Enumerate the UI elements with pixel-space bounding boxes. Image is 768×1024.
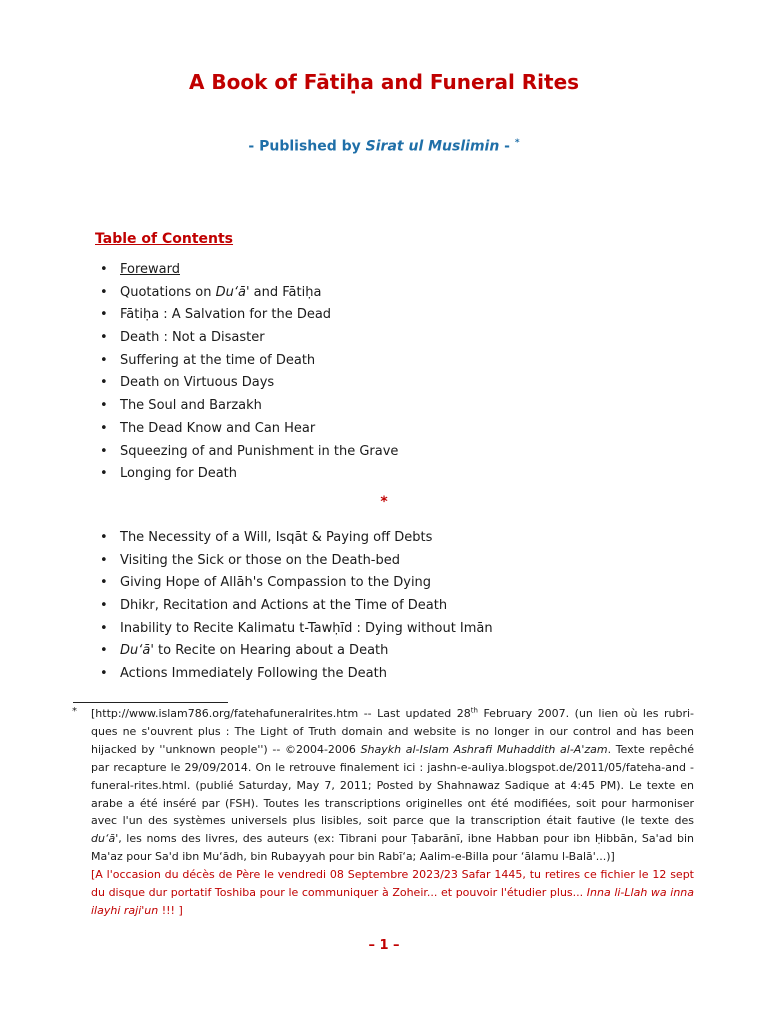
toc-item[interactable] <box>100 663 493 686</box>
toc-item[interactable] <box>100 372 398 395</box>
toc-item-label: Longing for Death <box>120 466 238 482</box>
toc-item-label: Giving Hope of Allāh's Compassion to the Dying <box>120 575 432 591</box>
publisher-name: Sirat ul Muslimin <box>365 138 500 155</box>
toc-heading: Table of Contents <box>95 231 234 247</box>
footnote-segment: . Texte repêché par recapture le 29/09/2014. On le retrouve finalement ici : jashn-e-auliya.blogspot.de/2011/05/fateha-and -funeral-rites.html. (publié Saturday, May 7, 2011; Posted by Shahnawaz Sadique at 4:45 PM). Le texte en arabe a été inséré par (FSH). Toutes les transcriptions originelles ont été modifiées, soit pour harmoniser avec l'un des systèmes universels plus lisibles, soit parce que la transcription était fautive (le texte des <box>91 742 694 828</box>
toc-item-label: The Necessity of a Will, Isqāt & Paying off Debts <box>120 530 433 545</box>
toc-item[interactable] <box>100 640 493 663</box>
footnote-segment: [A l'occasion du décès de Père le vendredi 08 Septembre 2023/23 Safar 1445, tu retires ce fichier le 12 sept du disque dur portatif Toshiba pour le communiquer à Zoheir... et pouvoir l'étudier plus... <box>91 868 694 899</box>
document-title: A Book of Fātiḥa and Funeral Rites <box>188 70 580 94</box>
toc-item[interactable] <box>100 350 398 373</box>
toc-item-label: to Recite on Hearing about a Death <box>153 643 389 659</box>
toc-item[interactable] <box>100 618 493 641</box>
toc-item[interactable] <box>100 595 493 618</box>
toc-item[interactable] <box>100 259 398 282</box>
footnote-ref[interactable]: * <box>514 138 520 148</box>
footnote-mark: * <box>72 706 77 717</box>
footnote-note-red <box>91 866 694 920</box>
toc-item-label: Du‘ā' <box>215 284 250 300</box>
footnote-text <box>91 705 694 866</box>
footnote-term: du‘ā' <box>91 832 119 846</box>
toc-item[interactable] <box>100 527 493 550</box>
footnote-segment: [http://www.islam786.org/fatehafuneralrites.htm -- Last updated 28 <box>91 707 471 720</box>
toc-item-label: Fātiḥa : A Salvation for the Dead <box>120 307 332 323</box>
toc-item-label: The Soul and Barzakh <box>120 398 262 414</box>
footnote-divider <box>73 702 228 703</box>
toc-item[interactable] <box>100 304 398 327</box>
publisher-prefix: - Published by <box>248 138 366 155</box>
footnote-ordinal: th <box>470 706 478 715</box>
toc-item[interactable] <box>100 418 398 441</box>
publisher-suffix: - <box>499 138 515 155</box>
toc-item[interactable] <box>100 441 398 464</box>
toc-list-part1 <box>100 259 398 486</box>
publisher-line <box>0 138 768 155</box>
toc-item-label: Quotations on <box>120 284 216 300</box>
toc-item-label: The Dead Know and Can Hear <box>120 420 316 436</box>
footnote-segment: February 2007. (un lien où les rubri-ques ne s'ouvrent plus : The Light of Truth domain and website is no longer in our control and has been hijacked by ''unknown people'') -- ©2004-2006 <box>91 707 694 756</box>
toc-item-label: Squeezing of and Punishment in the Grave <box>120 443 399 459</box>
section-separator: * <box>380 494 388 510</box>
footnote-segment: !!! ] <box>158 903 183 917</box>
toc-item[interactable] <box>100 282 398 305</box>
toc-item-label: Inability to Recite Kalimatu t-Tawḥīd : Dying without Imān <box>120 620 493 636</box>
toc-item-label: Death : Not a Disaster <box>120 330 265 346</box>
toc-item-label: Actions Immediately Following the Death <box>120 666 387 682</box>
footnote-invocation: Inna li-Llah wa inna ilayhi raji'un <box>91 885 695 917</box>
toc-item-label: Visiting the Sick or those on the Death-bed <box>120 552 400 568</box>
toc-item[interactable] <box>100 327 398 350</box>
toc-item-label: Foreward <box>120 262 180 277</box>
toc-list-part2 <box>100 527 493 686</box>
toc-item[interactable] <box>100 463 398 486</box>
page-number: – 1 – <box>368 938 400 953</box>
toc-item-label: Du‘ā' <box>120 643 154 659</box>
toc-item[interactable] <box>100 395 398 418</box>
toc-item-label: Dhikr, Recitation and Actions at the Time of Death <box>120 598 448 614</box>
footnote-author: Shaykh al-Islam Ashrafi Muhaddith al-A'zam <box>360 742 608 756</box>
toc-item[interactable] <box>100 572 493 595</box>
toc-item[interactable] <box>100 550 493 573</box>
toc-item-label: Suffering at the time of Death <box>120 352 316 368</box>
footnote-segment: , les noms des livres, des auteurs (ex: Tibrani pour Ṭabarānī, ibne Habban pour ibn Ḥibbān, Sa'ad bin Ma'az pour Sa'd ibn Mu‘ādh, bin Rubayyah pour bin Rabī‘a; Aalim-e-Billa pour ‘ālamu l-Balā'...)] <box>91 832 694 864</box>
toc-item-label: Death on Virtuous Days <box>120 375 275 391</box>
toc-item-label: and Fātiḥa <box>249 284 322 300</box>
